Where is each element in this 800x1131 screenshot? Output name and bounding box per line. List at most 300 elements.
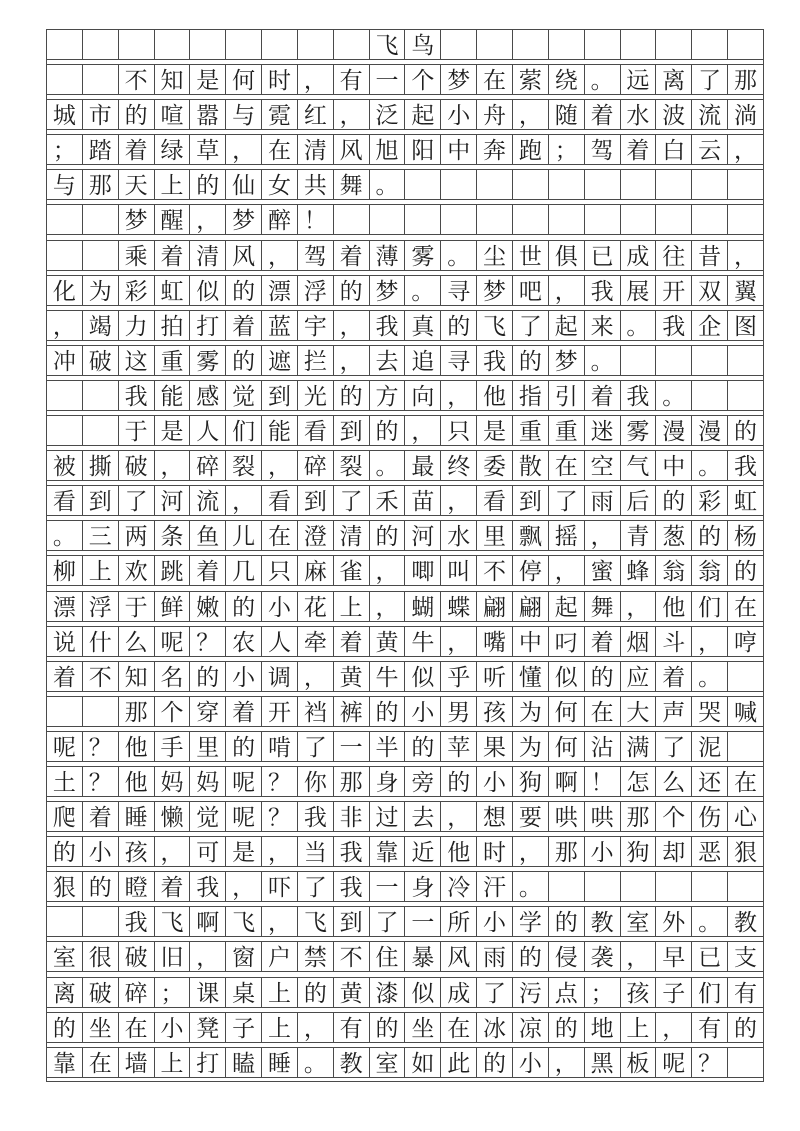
char-cell: 一 xyxy=(405,906,441,937)
empty-cell xyxy=(728,169,764,200)
empty-cell xyxy=(155,29,191,60)
char-cell: 上 xyxy=(334,591,370,622)
char-cell: 着 xyxy=(585,626,621,657)
char-cell: 共 xyxy=(298,169,334,200)
char-cell: 靠 xyxy=(47,1047,83,1078)
title-char-cell: 鸟 xyxy=(405,29,441,60)
empty-cell xyxy=(83,415,119,446)
char-cell: ， xyxy=(441,626,477,657)
empty-cell xyxy=(692,204,728,235)
empty-cell xyxy=(728,731,764,762)
char-cell: 觉 xyxy=(190,801,226,832)
char-cell: 黄 xyxy=(334,661,370,692)
empty-cell xyxy=(370,204,406,235)
char-cell: 破 xyxy=(83,977,119,1008)
empty-cell xyxy=(692,871,728,902)
char-cell: 霓 xyxy=(262,99,298,130)
char-cell: 翩 xyxy=(477,591,513,622)
char-cell: 在 xyxy=(262,520,298,551)
char-cell: 为 xyxy=(83,275,119,306)
empty-cell xyxy=(656,345,692,376)
char-cell: ； xyxy=(549,134,585,165)
char-cell: 。 xyxy=(441,240,477,271)
grid-row xyxy=(46,450,764,481)
char-cell: 的 xyxy=(119,99,155,130)
char-cell: ， xyxy=(728,134,764,165)
char-cell: 中 xyxy=(513,626,549,657)
char-cell: 呢 xyxy=(226,766,262,797)
char-cell: 的 xyxy=(513,345,549,376)
char-cell: 撕 xyxy=(83,450,119,481)
char-cell: 绿 xyxy=(155,134,191,165)
char-cell: 孩 xyxy=(119,836,155,867)
char-cell: 何 xyxy=(226,64,262,95)
char-cell: 苹 xyxy=(441,731,477,762)
empty-cell xyxy=(83,380,119,411)
char-cell: ， xyxy=(262,906,298,937)
char-cell: ， xyxy=(370,555,406,586)
char-cell: 的 xyxy=(656,485,692,516)
char-cell: 黑 xyxy=(585,1047,621,1078)
char-cell: ， xyxy=(155,836,191,867)
char-cell: 着 xyxy=(585,99,621,130)
char-cell: 小 xyxy=(83,836,119,867)
char-cell: 凉 xyxy=(513,1012,549,1043)
char-cell: ， xyxy=(226,871,262,902)
empty-cell xyxy=(477,169,513,200)
grid-row xyxy=(46,871,764,902)
char-cell: 我 xyxy=(190,871,226,902)
char-cell: 翁 xyxy=(656,555,692,586)
char-cell: 有 xyxy=(728,977,764,1008)
char-cell: 课 xyxy=(190,977,226,1008)
empty-cell xyxy=(47,204,83,235)
char-cell: 嘴 xyxy=(477,626,513,657)
char-cell: ， xyxy=(549,555,585,586)
char-cell: 靠 xyxy=(370,836,406,867)
char-cell: 条 xyxy=(155,520,191,551)
char-cell: 破 xyxy=(83,345,119,376)
empty-cell xyxy=(47,64,83,95)
char-cell: 妈 xyxy=(190,766,226,797)
char-cell: 裤 xyxy=(334,696,370,727)
grid-row xyxy=(46,731,764,762)
char-cell: 宇 xyxy=(298,310,334,341)
char-cell: 于 xyxy=(119,415,155,446)
char-cell: 看 xyxy=(47,485,83,516)
char-cell: 停 xyxy=(513,555,549,586)
char-cell: ； xyxy=(155,977,191,1008)
char-cell: 男 xyxy=(441,696,477,727)
char-cell: 雀 xyxy=(334,555,370,586)
char-cell: 蝶 xyxy=(441,591,477,622)
char-cell: 。 xyxy=(298,1047,334,1078)
char-cell: 当 xyxy=(298,836,334,867)
char-cell: 墙 xyxy=(119,1047,155,1078)
char-cell: 。 xyxy=(47,520,83,551)
char-cell: 教 xyxy=(728,906,764,937)
char-cell: 很 xyxy=(83,941,119,972)
char-cell: 小 xyxy=(477,766,513,797)
char-cell: 的 xyxy=(728,415,764,446)
char-cell: 市 xyxy=(83,99,119,130)
composition-grid xyxy=(46,29,764,1082)
char-cell: 浮 xyxy=(298,275,334,306)
char-cell: 着 xyxy=(656,661,692,692)
char-cell: 天 xyxy=(119,169,155,200)
char-cell: 醉 xyxy=(262,204,298,235)
char-cell: 一 xyxy=(334,731,370,762)
char-cell: ， xyxy=(226,485,262,516)
char-cell: 远 xyxy=(621,64,657,95)
empty-cell xyxy=(441,204,477,235)
char-cell: 所 xyxy=(441,906,477,937)
grid-row xyxy=(46,64,764,95)
char-cell: 是 xyxy=(155,415,191,446)
char-cell: 柳 xyxy=(47,555,83,586)
char-cell: 草 xyxy=(190,134,226,165)
char-cell: 着 xyxy=(226,310,262,341)
char-cell: 淌 xyxy=(728,99,764,130)
empty-cell xyxy=(441,169,477,200)
char-cell: 什 xyxy=(83,626,119,657)
char-cell: 蓝 xyxy=(262,310,298,341)
char-cell: 么 xyxy=(656,766,692,797)
char-cell: ？ xyxy=(83,731,119,762)
char-cell: 我 xyxy=(585,275,621,306)
char-cell: 点 xyxy=(549,977,585,1008)
char-cell: 双 xyxy=(692,275,728,306)
char-cell: 漂 xyxy=(47,591,83,622)
char-cell: 裆 xyxy=(298,696,334,727)
char-cell: 似 xyxy=(405,661,441,692)
grid-row xyxy=(46,801,764,832)
empty-cell xyxy=(549,29,585,60)
empty-cell xyxy=(47,906,83,937)
char-cell: ， xyxy=(334,310,370,341)
empty-cell xyxy=(728,1047,764,1078)
char-cell: 。 xyxy=(370,169,406,200)
empty-cell xyxy=(83,696,119,727)
empty-cell xyxy=(334,29,370,60)
char-cell: 瞪 xyxy=(119,871,155,902)
char-cell: 能 xyxy=(155,380,191,411)
char-cell: 觉 xyxy=(226,380,262,411)
char-cell: 这 xyxy=(119,345,155,376)
char-cell: 向 xyxy=(405,380,441,411)
char-cell: 知 xyxy=(155,64,191,95)
char-cell: 展 xyxy=(621,275,657,306)
char-cell: 凳 xyxy=(190,1012,226,1043)
empty-cell xyxy=(656,871,692,902)
char-cell: 已 xyxy=(692,941,728,972)
char-cell: 澄 xyxy=(298,520,334,551)
char-cell: ， xyxy=(405,415,441,446)
char-cell: ！ xyxy=(585,766,621,797)
char-cell: 此 xyxy=(441,1047,477,1078)
char-cell: 引 xyxy=(549,380,585,411)
empty-cell xyxy=(728,204,764,235)
char-cell: 小 xyxy=(262,591,298,622)
char-cell: ， xyxy=(692,626,728,657)
char-cell: 驾 xyxy=(298,240,334,271)
char-cell: 。 xyxy=(585,64,621,95)
char-cell: 是 xyxy=(190,64,226,95)
empty-cell xyxy=(585,871,621,902)
char-cell: 打 xyxy=(190,1047,226,1078)
empty-cell xyxy=(728,29,764,60)
empty-cell xyxy=(477,29,513,60)
char-cell: 摇 xyxy=(549,520,585,551)
char-cell: 真 xyxy=(405,310,441,341)
char-cell: 那 xyxy=(728,64,764,95)
char-cell: 个 xyxy=(155,696,191,727)
char-cell: 水 xyxy=(441,520,477,551)
char-cell: ， xyxy=(155,450,191,481)
char-cell: 中 xyxy=(441,134,477,165)
char-cell: 不 xyxy=(334,941,370,972)
char-cell: 呢 xyxy=(155,626,191,657)
char-cell: 的 xyxy=(190,661,226,692)
char-cell: 我 xyxy=(477,345,513,376)
char-cell: 力 xyxy=(119,310,155,341)
char-cell: 的 xyxy=(477,1047,513,1078)
char-cell: 为 xyxy=(513,696,549,727)
char-cell: 随 xyxy=(549,99,585,130)
char-cell: 蝴 xyxy=(405,591,441,622)
char-cell: 白 xyxy=(656,134,692,165)
char-cell: 喊 xyxy=(728,696,764,727)
char-cell: 却 xyxy=(656,836,692,867)
char-cell: ， xyxy=(262,836,298,867)
char-cell: 企 xyxy=(692,310,728,341)
char-cell: 。 xyxy=(692,661,728,692)
empty-cell xyxy=(513,204,549,235)
char-cell: 叼 xyxy=(549,626,585,657)
char-cell: 上 xyxy=(621,1012,657,1043)
char-cell: 手 xyxy=(155,731,191,762)
char-cell: 学 xyxy=(513,906,549,937)
char-cell: 过 xyxy=(370,801,406,832)
char-cell: 的 xyxy=(190,169,226,200)
char-cell: 虹 xyxy=(728,485,764,516)
char-cell: 跳 xyxy=(155,555,191,586)
char-cell: 上 xyxy=(155,169,191,200)
char-cell: 板 xyxy=(621,1047,657,1078)
char-cell: 呢 xyxy=(226,801,262,832)
empty-cell xyxy=(728,345,764,376)
char-cell: 是 xyxy=(477,415,513,446)
char-cell: 起 xyxy=(405,99,441,130)
char-cell: 人 xyxy=(190,415,226,446)
char-cell: 的 xyxy=(549,906,585,937)
char-cell: 他 xyxy=(119,766,155,797)
char-cell: 时 xyxy=(262,64,298,95)
char-cell: 跑 xyxy=(513,134,549,165)
empty-cell xyxy=(728,380,764,411)
char-cell: 们 xyxy=(226,415,262,446)
char-cell: 到 xyxy=(83,485,119,516)
char-cell: 旧 xyxy=(155,941,191,972)
char-cell: 在 xyxy=(728,766,764,797)
char-cell: 调 xyxy=(262,661,298,692)
char-cell: 后 xyxy=(621,485,657,516)
char-cell: 驾 xyxy=(585,134,621,165)
char-cell: ， xyxy=(298,64,334,95)
char-cell: 声 xyxy=(656,696,692,727)
char-cell: 看 xyxy=(298,415,334,446)
char-cell: 彩 xyxy=(119,275,155,306)
empty-cell xyxy=(262,29,298,60)
char-cell: 汗 xyxy=(477,871,513,902)
char-cell: 气 xyxy=(621,450,657,481)
char-cell: 听 xyxy=(477,661,513,692)
char-cell: 冲 xyxy=(47,345,83,376)
char-cell: 城 xyxy=(47,99,83,130)
empty-cell xyxy=(83,64,119,95)
empty-cell xyxy=(692,345,728,376)
char-cell: 的 xyxy=(47,836,83,867)
char-cell: 泛 xyxy=(370,99,406,130)
char-cell: ， xyxy=(334,345,370,376)
char-cell: ， xyxy=(728,240,764,271)
grid-row xyxy=(46,345,764,376)
char-cell: 花 xyxy=(298,591,334,622)
char-cell: ， xyxy=(549,1047,585,1078)
char-cell: 他 xyxy=(441,836,477,867)
char-cell: 他 xyxy=(119,731,155,762)
char-cell: 的 xyxy=(226,345,262,376)
char-cell: 子 xyxy=(656,977,692,1008)
char-cell: 孩 xyxy=(621,977,657,1008)
char-cell: 不 xyxy=(119,64,155,95)
char-cell: 了 xyxy=(692,64,728,95)
char-cell: 梦 xyxy=(370,275,406,306)
char-cell: 妈 xyxy=(155,766,191,797)
char-cell: ， xyxy=(441,485,477,516)
char-cell: 飘 xyxy=(513,520,549,551)
char-cell: 爬 xyxy=(47,801,83,832)
char-cell: 身 xyxy=(405,871,441,902)
char-cell: 迷 xyxy=(585,415,621,446)
char-cell: 化 xyxy=(47,275,83,306)
empty-cell xyxy=(47,415,83,446)
char-cell: ， xyxy=(621,941,657,972)
char-cell: 梦 xyxy=(119,204,155,235)
char-cell: 暴 xyxy=(405,941,441,972)
char-cell: 。 xyxy=(692,450,728,481)
char-cell: 葱 xyxy=(656,520,692,551)
char-cell: 早 xyxy=(656,941,692,972)
grid-row xyxy=(46,661,764,692)
char-cell: 恶 xyxy=(692,836,728,867)
char-cell: ？ xyxy=(190,626,226,657)
char-cell: 如 xyxy=(405,1047,441,1078)
grid-row xyxy=(46,240,764,271)
char-cell: 的 xyxy=(370,696,406,727)
char-cell: ， xyxy=(190,941,226,972)
empty-cell xyxy=(549,204,585,235)
char-cell: 感 xyxy=(190,380,226,411)
char-cell: 去 xyxy=(405,801,441,832)
char-cell: 我 xyxy=(119,906,155,937)
char-cell: 的 xyxy=(226,275,262,306)
char-cell: 风 xyxy=(441,941,477,972)
char-cell: 终 xyxy=(441,450,477,481)
char-cell: 清 xyxy=(298,134,334,165)
char-cell: 支 xyxy=(728,941,764,972)
empty-cell xyxy=(83,906,119,937)
char-cell: 重 xyxy=(155,345,191,376)
char-cell: 于 xyxy=(119,591,155,622)
char-cell: 着 xyxy=(155,871,191,902)
empty-cell xyxy=(549,871,585,902)
char-cell: 着 xyxy=(334,626,370,657)
char-cell: 飞 xyxy=(477,310,513,341)
char-cell: 外 xyxy=(656,906,692,937)
char-cell: 打 xyxy=(190,310,226,341)
grid-row xyxy=(46,134,764,165)
empty-cell xyxy=(83,204,119,235)
char-cell: 俱 xyxy=(549,240,585,271)
char-cell: 们 xyxy=(692,591,728,622)
char-cell: 牵 xyxy=(298,626,334,657)
char-cell: 的 xyxy=(298,977,334,1008)
grid-row xyxy=(46,1012,764,1043)
title-row xyxy=(46,29,764,60)
char-cell: 。 xyxy=(656,380,692,411)
char-cell: 看 xyxy=(262,485,298,516)
char-cell: 的 xyxy=(692,520,728,551)
char-cell: 旁 xyxy=(405,766,441,797)
char-cell: 的 xyxy=(728,555,764,586)
char-cell: 。 xyxy=(513,871,549,902)
char-cell: 到 xyxy=(298,485,334,516)
char-cell: 了 xyxy=(656,731,692,762)
char-cell: 身 xyxy=(370,766,406,797)
char-cell: 只 xyxy=(441,415,477,446)
empty-cell xyxy=(728,661,764,692)
char-cell: 鲜 xyxy=(155,591,191,622)
char-cell: 小 xyxy=(155,1012,191,1043)
char-cell: 重 xyxy=(513,415,549,446)
char-cell: 室 xyxy=(370,1047,406,1078)
title-char-cell: 飞 xyxy=(370,29,406,60)
char-cell: 到 xyxy=(513,485,549,516)
grid-row xyxy=(46,555,764,586)
char-cell: 呢 xyxy=(47,731,83,762)
char-cell: 坐 xyxy=(405,1012,441,1043)
char-cell: 近 xyxy=(405,836,441,867)
char-cell: 被 xyxy=(47,450,83,481)
char-cell: 到 xyxy=(334,906,370,937)
char-cell: 吓 xyxy=(262,871,298,902)
char-cell: ， xyxy=(441,801,477,832)
char-cell: 裂 xyxy=(334,450,370,481)
char-cell: 有 xyxy=(334,64,370,95)
char-cell: 了 xyxy=(298,731,334,762)
empty-cell xyxy=(728,871,764,902)
char-cell: ， xyxy=(513,836,549,867)
empty-cell xyxy=(47,29,83,60)
char-cell: 碎 xyxy=(298,450,334,481)
char-cell: 梦 xyxy=(549,345,585,376)
char-cell: 雾 xyxy=(405,240,441,271)
char-cell: 吧 xyxy=(513,275,549,306)
char-cell: 飞 xyxy=(298,906,334,937)
char-cell: ？ xyxy=(262,801,298,832)
char-cell: 梦 xyxy=(441,64,477,95)
